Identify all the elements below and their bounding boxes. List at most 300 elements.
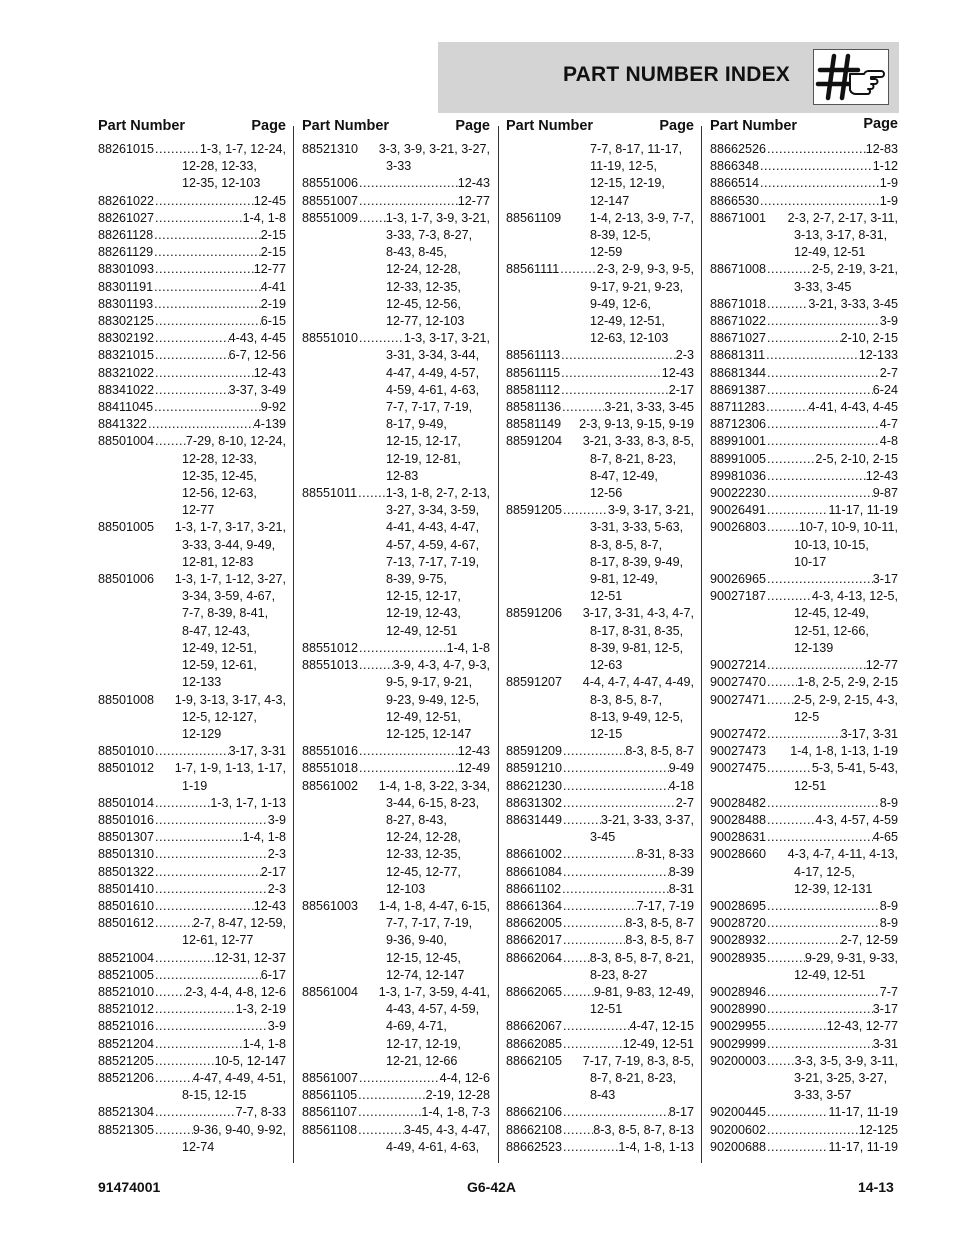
page-references: 8-3, 8-5, 8-7, 8-21, [589,950,694,965]
index-entry [302,657,490,743]
page-references-continued: 8-3, 8-5, 8-7, [590,692,663,707]
page-references-continued: 4-43, 4-57, 4-59, [386,1002,480,1017]
part-number: 88301191 [98,279,154,294]
page-references-continued: 12-33, 12-35, [386,279,461,294]
page-references: 12-77 [865,658,898,673]
page-references: 2-5, 2-19, 3-21, [811,262,898,277]
dot-leader [154,812,268,829]
index-entry [710,399,898,416]
index-entry [710,313,898,330]
index-entry [710,1104,898,1121]
page-references: 7-17, 7-19 [636,898,694,913]
part-number: 88551012 [302,640,359,655]
index-entry [710,812,898,829]
index-entry [710,950,898,984]
page-references-continued: 11-19, 12-5, [590,159,657,174]
index-entry [710,1053,898,1105]
part-number: 88662017 [506,933,563,948]
page-references-continued: 12-15, 12-19, [590,176,665,191]
part-number: 88551009 [302,210,359,225]
dot-leader [153,227,261,244]
part-number: 88662106 [506,1105,563,1120]
part-number: 90027187 [710,589,767,604]
dot-leader [154,743,229,760]
page-references: 7-7, 8-33 [235,1105,286,1120]
page-references: 1-12 [872,159,898,174]
dot-leader [766,502,828,519]
page-references-continued: 9-5, 9-17, 9-21, [386,675,473,690]
page-references-continued: 12-49, 12-51, [590,314,665,329]
part-number: 88712306 [710,417,767,432]
page-references: 3-17, 3-31 [228,744,286,759]
index-entry [710,416,898,433]
dot-leader [766,519,799,536]
index-entry [710,296,898,313]
index-entry [302,1104,490,1121]
index-entry [98,812,286,829]
part-number: 88551011 [302,486,358,501]
page-references: 1-4, 1-8 [242,210,286,225]
page-references: 1-3, 3-17, 3-21, [403,331,490,346]
index-entry [98,261,286,278]
index-entry [506,141,694,210]
part-number: 90200602 [710,1122,767,1137]
column-divider [293,126,294,1163]
dot-leader [766,1036,873,1053]
part-number: 90027214 [710,658,767,673]
page-references: 3-21, 3-33, 3-45 [808,296,898,311]
part-number: 90028720 [710,916,767,931]
page-references: 3-9 [267,1019,286,1034]
index-entry [710,347,898,364]
dot-leader [766,296,808,313]
part-number: 88991005 [710,451,767,466]
dot-leader [562,502,608,519]
page-references: 4-3, 4-7, 4-11, 4-13, [787,847,898,862]
index-entry [98,433,286,519]
page-references: 2-19, 12-28 [425,1088,490,1103]
dot-leader [766,433,880,450]
page-references: 2-5, 2-10, 2-15 [815,451,898,466]
page-references: 9-49 [668,761,694,776]
page-references: 1-3, 1-7, 3-17, 3-21, [174,520,286,535]
dot-leader [154,193,254,210]
index-entry [302,210,490,330]
footer-model: G6-42A [467,1179,517,1195]
part-number: 8866514 [710,176,760,191]
index-entry [98,279,286,296]
dot-leader [358,210,386,227]
part-number: 90027473 [710,744,767,759]
part-number: 88991001 [710,434,767,449]
page-references-continued: 12-51 [794,778,827,793]
dot-leader [766,760,812,777]
part-number: 88501612 [98,916,155,931]
page-references: 1-4, 1-8, 1-13, 1-19 [790,744,898,759]
page-references-continued: 12-5 [794,709,820,724]
page-header: Page [455,118,490,134]
page-references: 1-4, 1-8, 4-47, 6-15, [378,898,490,913]
entry-list [710,141,898,1156]
part-number: 88261027 [98,210,155,225]
page-references-continued: 8-13, 9-49, 12-5, [590,709,684,724]
index-entry [98,1036,286,1053]
index-entry [98,382,286,399]
index-entry [506,502,694,605]
part-number: 90200445 [710,1105,767,1120]
index-entry [710,158,898,175]
dot-leader [766,365,880,382]
index-entry [710,932,898,949]
page-references: 11-17, 11-19 [828,503,898,518]
page-references: 2-3 [675,348,694,363]
part-number: 88671008 [710,262,767,277]
index-entry [506,795,694,812]
part-number: 88261022 [98,193,155,208]
dot-leader [154,1018,268,1035]
part-number: 88501307 [98,830,155,845]
dot-leader [358,760,458,777]
part-number: 88341022 [98,382,155,397]
index-entry [98,313,286,330]
dot-leader [766,1018,827,1035]
dot-leader [766,950,805,967]
page-references: 3-3, 3-9, 3-21, 3-27, [378,142,490,156]
page-references-continued: 12-21, 12-66 [386,1053,458,1068]
page-references: 6-15 [260,314,286,329]
page-references-continued: 7-7, 8-39, 8-41, [182,606,269,621]
column-header [710,118,898,141]
page-references-continued: 12-139 [794,640,834,655]
index-entry [98,795,286,812]
dot-leader [766,485,873,502]
page-references-continued: 8-17, 8-31, 8-35, [590,623,684,638]
page-references: 2-7, 8-47, 12-59, [192,916,286,931]
index-entry [98,330,286,347]
dot-leader [562,864,669,881]
page-references-continued: 12-51 [590,1002,623,1017]
part-number: 88591209 [506,744,563,759]
part-number: 90028990 [710,1002,767,1017]
page-references-continued: 8-7, 8-21, 8-23, [590,1070,677,1085]
page-references: 3-9 [879,314,898,329]
index-entry [506,347,694,364]
index-entry [506,950,694,984]
index-column [710,118,898,1156]
part-number: 88661102 [506,881,562,896]
dot-leader [154,1001,236,1018]
page-references: 2-19 [260,296,286,311]
index-entry [98,365,286,382]
dot-leader [766,984,880,1001]
dot-leader [154,864,261,881]
dot-leader [766,261,812,278]
dot-leader [766,382,873,399]
column-divider [498,126,499,1163]
part-number: 88521310 [302,142,359,156]
part-number: 88501410 [98,881,155,896]
page-references-continued: 3-31, 3-33, 5-63, [590,520,684,535]
part-number-header: Part Number [710,118,798,134]
index-entry [506,210,694,262]
page-references-continued: 4-47, 4-49, 4-57, [386,365,480,380]
column-header [302,118,490,141]
dot-leader [357,485,386,502]
index-entry [98,244,286,261]
page-references: 12-43 [253,365,286,380]
page-references-continued: 3-33, 3-45 [794,279,852,294]
page-references: 12-133 [858,348,898,363]
dot-leader [154,898,254,915]
part-number: 90022230 [710,486,767,501]
dot-leader [766,141,866,158]
page-references: 6-24 [872,382,898,397]
page-references-continued: 12-81, 12-83 [182,554,254,569]
page-references: 8-3, 8-5, 8-7 [625,933,694,948]
column-header [98,118,286,141]
dot-leader [562,795,676,812]
part-number: 88501004 [98,434,155,449]
page-references: 1-3, 1-7, 12-24, [199,142,286,156]
index-entry [98,141,286,193]
page-references-continued: 3-31, 3-34, 3-44, [386,348,480,363]
part-number: 88711283 [710,400,766,415]
page-references-continued: 12-49, 12-51 [794,967,866,982]
dot-leader [154,261,254,278]
part-number: 88662065 [506,984,563,999]
index-entry [710,795,898,812]
index-entry [302,743,490,760]
index-entry [506,1122,694,1139]
part-number: 90026803 [710,520,767,535]
part-number: 88551016 [302,744,359,759]
dot-leader [358,657,393,674]
dot-leader [766,330,841,347]
index-entry [710,760,898,794]
page-references: 1-4, 1-8, 7-3 [421,1105,490,1120]
part-number-header: Part Number [98,118,186,134]
page-references: 1-7, 1-9, 1-13, 1-17, [174,761,286,776]
dot-leader [766,468,866,485]
page-references: 3-21, 3-33, 3-37, [600,812,694,827]
page-references-continued: 8-7, 8-21, 8-23, [590,451,677,466]
index-entry [710,898,898,915]
dot-leader [154,330,229,347]
page-references: 3-17 [872,572,898,587]
index-entry [710,984,898,1001]
part-number: 88261128 [98,228,154,243]
page-references: 4-18 [668,778,694,793]
page-references-continued: 12-24, 12-28, [386,262,461,277]
page-references: 12-31, 12-37 [214,950,286,965]
dot-leader [358,1070,440,1087]
part-number-header: Part Number [506,118,594,134]
index-entry [98,984,286,1001]
dot-leader [560,347,676,364]
page-references-continued: 8-17, 8-39, 9-49, [590,554,684,569]
part-number: 88591205 [506,503,563,518]
part-number: 88591210 [506,761,563,776]
page-references: 1-4, 2-13, 3-9, 7-7, [589,210,694,225]
dot-leader [154,382,229,399]
dot-leader [562,898,637,915]
part-number: 88551018 [302,761,359,776]
index-entry [506,605,694,674]
page-references: 4-47, 4-49, 4-51, [192,1070,286,1085]
dot-leader [766,1001,873,1018]
page-references: 1-4, 1-8 [242,1036,286,1051]
index-entry [710,330,898,347]
page-references: 2-3, 4-4, 4-8, 12-6 [185,984,286,999]
index-entry [710,588,898,657]
page-references: 2-7 [675,795,694,810]
page-references-continued: 8-47, 12-49, [590,468,658,483]
part-number: 88631302 [506,795,563,810]
part-number: 88661084 [506,864,563,879]
index-entry [98,692,286,744]
part-number: 88662005 [506,916,563,931]
index-entry [98,1070,286,1104]
index-entry [710,451,898,468]
dot-leader [562,846,637,863]
part-number: 88551007 [302,193,359,208]
index-entry [98,967,286,984]
page-references: 3-21, 3-33, 8-3, 8-5, [582,434,694,449]
index-entry [710,485,898,502]
page-references-continued: 9-17, 9-21, 9-23, [590,279,684,294]
page-references: 3-9, 3-17, 3-21, [607,503,694,518]
part-number: 88581149 [506,417,562,432]
page-references-continued: 12-45, 12-77, [386,864,461,879]
dot-leader [562,932,625,949]
page-references-continued: 8-39, 9-75, [386,572,447,587]
index-entry [98,210,286,227]
page-references: 2-17 [668,382,694,397]
index-entry [98,1104,286,1121]
page-references: 12-43 [661,365,694,380]
part-number: 88521012 [98,1002,155,1017]
part-number: 88662105 [506,1053,563,1068]
dot-leader [766,1053,795,1070]
index-entry [302,640,490,657]
part-number: 88561107 [302,1105,358,1120]
page-references-continued: 8-17, 9-49, [386,417,447,432]
index-entry [506,932,694,949]
dot-leader [153,399,261,416]
page-references-continued: 10-13, 10-15, [794,537,869,552]
part-number: 90200688 [710,1139,767,1154]
part-number: 90026965 [710,572,767,587]
page-references-continued: 4-57, 4-59, 4-67, [386,537,480,552]
page-references: 8-31, 8-33 [636,847,694,862]
dot-leader [766,726,841,743]
index-entry [506,1139,694,1156]
index-entry [710,846,898,898]
page-references: 8-39 [668,864,694,879]
page-references: 3-21, 3-33, 3-45 [604,400,694,415]
page-references: 1-3, 1-7, 3-9, 3-21, [385,210,490,225]
dot-leader [559,261,596,278]
index-entry [710,1036,898,1053]
dot-leader [154,795,210,812]
dot-leader [562,1139,618,1156]
page-references-continued: 12-125, 12-147 [386,726,472,741]
dot-leader [766,915,880,932]
part-number: 88561115 [506,365,561,380]
page-references: 3-17 [872,1002,898,1017]
page-references-continued: 12-35, 12-45, [182,468,257,483]
page-references-continued: 8-43, 8-45, [386,245,447,260]
dot-leader [154,1104,236,1121]
part-number: 88561007 [302,1070,359,1085]
part-number: 88261015 [98,142,155,156]
page-references-continued: 3-34, 3-59, 4-67, [182,589,276,604]
page-references: 12-49 [457,761,490,776]
dot-leader [154,313,261,330]
dot-leader [147,416,254,433]
index-entry [302,1122,490,1156]
page-references-continued: 12-49, 12-51 [386,623,458,638]
page-references: 6-17 [260,967,286,982]
dot-leader [154,950,215,967]
index-entry [98,1018,286,1035]
index-entry [506,984,694,1018]
page-references: 8-9 [879,898,898,913]
index-entry [98,915,286,949]
part-number: 90028935 [710,950,767,965]
entry-list [302,141,490,1156]
page-references-continued: 12-59 [590,245,623,260]
dot-leader [766,416,880,433]
page-references-continued: 12-74, 12-147 [386,967,465,982]
part-number: 88681311 [710,348,766,363]
index-entry [302,760,490,777]
page-references: 11-17, 11-19 [828,1105,898,1120]
page-references-continued: 12-19, 12-81, [386,451,461,466]
page-title: PART NUMBER INDEX [563,63,791,86]
page-references-continued: 3-21, 3-25, 3-27, [794,1070,888,1085]
page-references: 12-45 [253,193,286,208]
page-references-continued: 12-15, 12-17, [386,434,461,449]
index-entry [710,829,898,846]
page-references: 4-65 [872,830,898,845]
part-number: 88501322 [98,864,155,879]
page-references: 1-9 [879,176,898,191]
page-references-continued: 9-81, 12-49, [590,572,658,587]
page-references-continued: 8-23, 8-27 [590,967,648,982]
page-references-continued: 12-15 [590,726,623,741]
index-entry [98,881,286,898]
dot-leader [154,967,261,984]
page-references: 2-17 [260,864,286,879]
page-references: 8-3, 8-5, 8-7 [625,744,694,759]
part-number: 88521206 [98,1070,155,1085]
dot-leader [759,175,880,192]
page-references: 2-3 [267,881,286,896]
dot-leader [561,399,604,416]
dot-leader [562,1036,623,1053]
index-entry [710,1122,898,1139]
page-references-continued: 12-63 [590,658,623,673]
page-references: 2-3 [267,847,286,862]
part-number: 88662067 [506,1019,563,1034]
page-references: 3-17, 3-31, 4-3, 4-7, [582,606,694,621]
dot-leader [154,210,243,227]
title-banner [438,42,899,113]
page-references-continued: 12-19, 12-43, [386,606,461,621]
page-references-continued: 12-63, 12-103 [590,331,669,346]
page-references-continued: 3-45 [590,830,616,845]
